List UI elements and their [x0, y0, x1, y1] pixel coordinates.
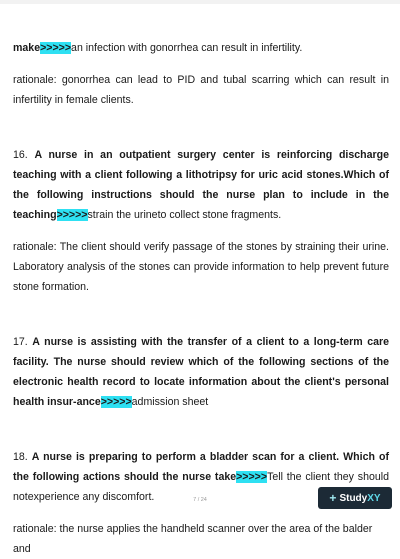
answer-marker: >>>>>	[100, 396, 132, 408]
answer-text: strain the urineto collect stone fragments.	[87, 209, 282, 221]
question-16	[13, 145, 389, 225]
question-number: 17.	[13, 336, 33, 348]
answer-text: an infection with gonorrhea can result in infertility.	[71, 42, 303, 54]
question-text: A nurse is preparing to perform a bladder scan for a client. Which of the following actions should the nurse take	[13, 451, 389, 483]
rationale-text: rationale: gonorrhea can lead to PID and tubal scarring which can result in infertility in female clients.	[13, 74, 389, 106]
question-text: A nurse is assisting with the transfer of a client to a long-term care facility. The nurse should review which of the following sections of the electronic health record to locate information about the client's personal health insur-ance	[13, 336, 390, 408]
studyxy-logo[interactable]	[318, 487, 392, 509]
top-divider	[0, 0, 400, 4]
question-fragment: make	[13, 42, 41, 54]
brand-accent: XY	[367, 492, 381, 504]
plus-icon: +	[329, 491, 337, 505]
answer-text: admission sheet	[131, 396, 209, 408]
brand-main: Study	[339, 492, 368, 504]
question-number: 16.	[13, 149, 35, 161]
answer-marker: >>>>>	[40, 42, 72, 54]
question-text: A nurse in an outpatient surgery center is reinforcing discharge teaching with a client following a lithotripsy for uric acid stones.Which of the following instructions should the nurse plan to include in the teaching	[13, 149, 390, 221]
answer-text: Tell the client they should notexperience any discomfort.	[13, 471, 389, 503]
question-number: 18.	[13, 451, 32, 463]
answer-line-continued	[13, 38, 389, 58]
document-body	[13, 38, 389, 559]
answer-marker: >>>>>	[56, 209, 88, 221]
page-number: 7 / 24	[193, 497, 207, 503]
question-17	[13, 332, 389, 412]
answer-marker: >>>>>	[236, 471, 268, 483]
rationale-text: rationale: The client should verify passage of the stones by straining their urine. Laboratory analysis of the stones can provide information to help prevent future stone formation.	[13, 241, 389, 293]
rationale-text: rationale: the nurse applies the handheld scanner over the area of the balder and	[13, 523, 373, 555]
brand-name	[339, 493, 380, 504]
